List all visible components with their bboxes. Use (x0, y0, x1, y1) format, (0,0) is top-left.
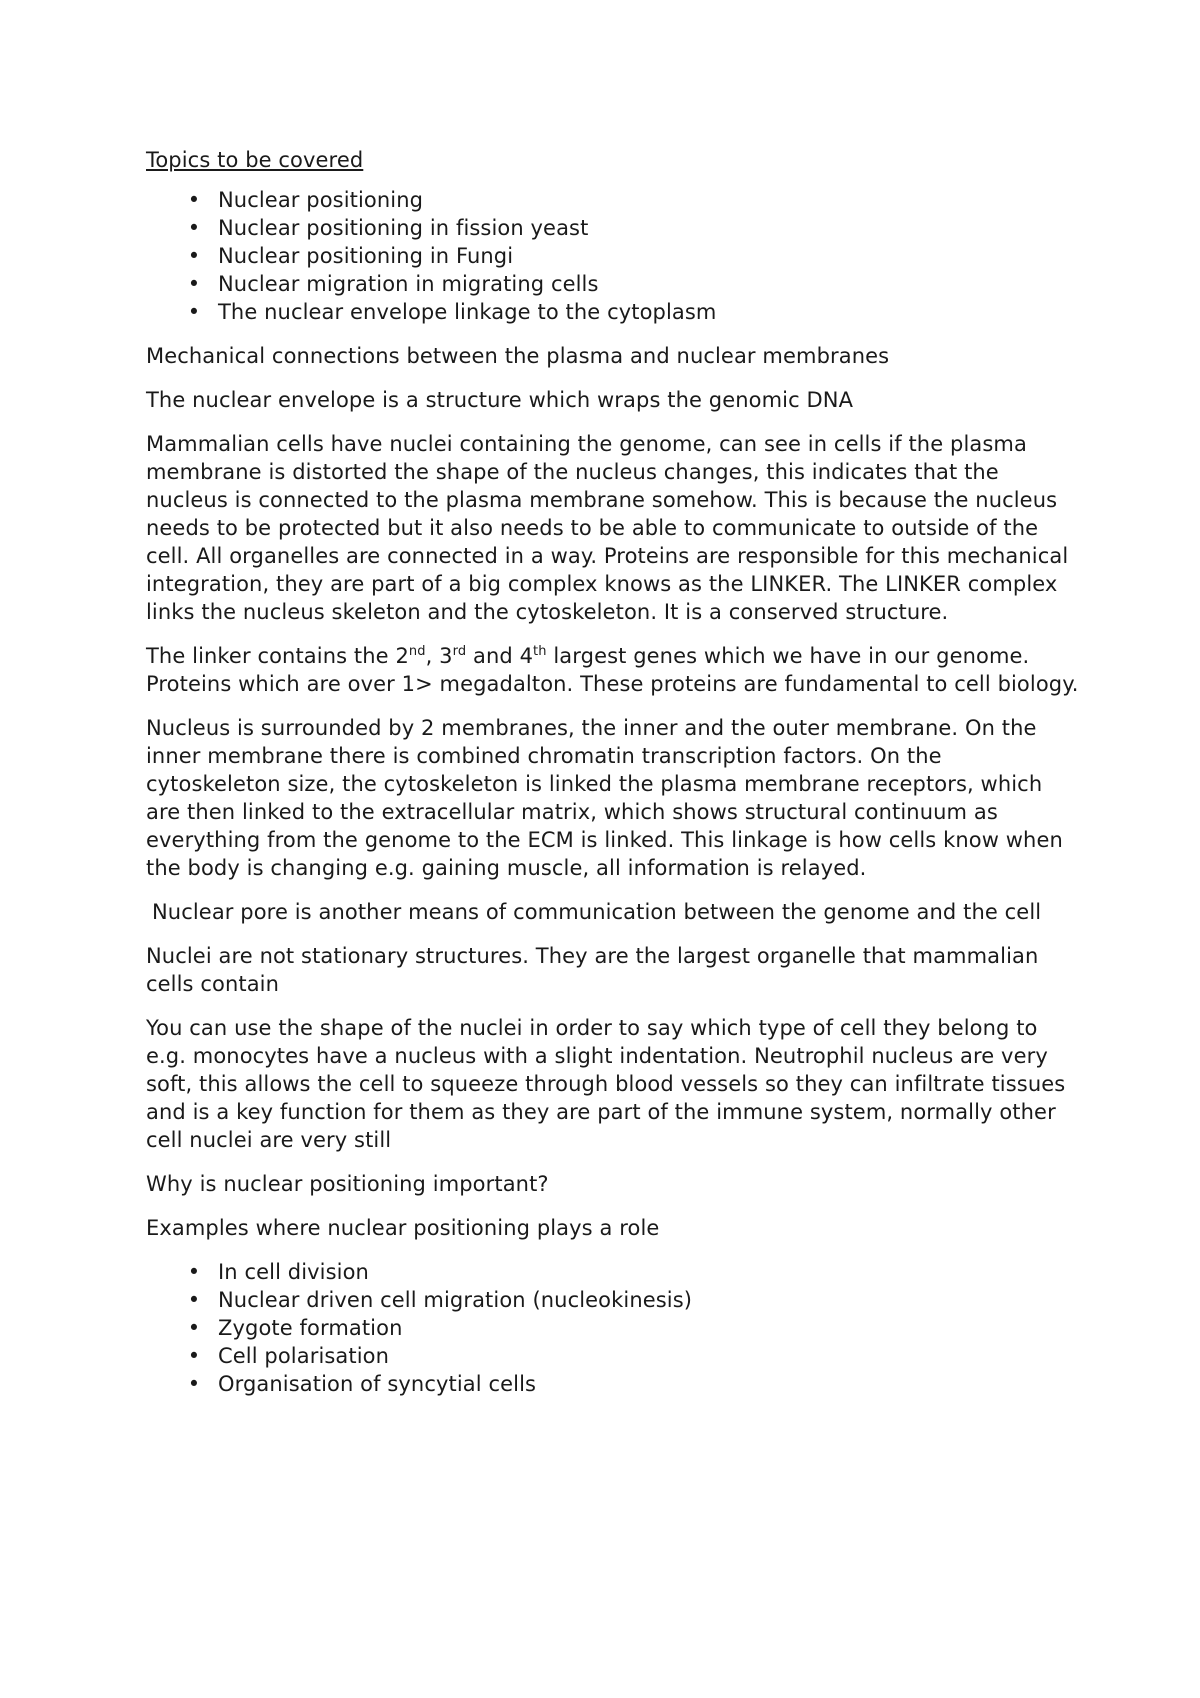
ordinal-superscript: rd (452, 644, 467, 659)
bullet-icon: • (187, 1260, 201, 1284)
list-item (146, 186, 1080, 214)
list-item (146, 214, 1080, 242)
bullet-icon: • (187, 300, 201, 324)
list-item-text: Nuclear positioning in fission yeast (218, 216, 589, 240)
paragraph-mammalian-cells: Mammalian cells have nuclei containing the genome, can see in cells if the plasma membrane is distorted the shape of the nucleus changes, this indicates that the nucleus is connected to the plasma membrane somehow. This is because the nucleus needs to be protected but it also needs to be able to communicate to outside of the cell. All organelles are connected in a way. Proteins are responsible for this mechanical integration, they are part of a big complex knows as the LINKER. The LINKER complex links the nucleus skeleton and the cytoskeleton. It is a conserved structure. (146, 432, 1069, 624)
ordinal-superscript: th (533, 644, 547, 659)
list-item-text: Nuclear positioning in Fungi (218, 244, 514, 268)
list-item (146, 1314, 1080, 1342)
list-item-text: Nuclear driven cell migration (nucleokinesis) (218, 1288, 693, 1312)
bullet-icon: • (187, 216, 201, 240)
paragraph-examples-intro: Examples where nuclear positioning plays a role (146, 1216, 660, 1240)
list-item-text: Zygote formation (218, 1316, 403, 1340)
paragraph-nuclei-not-stationary: Nuclei are not stationary structures. They are the largest organelle that mammalian cells contain (146, 944, 1039, 996)
list-item-text: In cell division (218, 1260, 369, 1284)
list-item-text: Nuclear positioning (218, 188, 424, 212)
bullet-icon: • (187, 1372, 201, 1396)
topics-list (146, 186, 1080, 326)
list-item (146, 1258, 1080, 1286)
list-item-text: The nuclear envelope linkage to the cytoplasm (218, 300, 717, 324)
list-item (146, 298, 1080, 326)
paragraph-mechanical-connections: Mechanical connections between the plasma and nuclear membranes (146, 344, 890, 368)
bullet-icon: • (187, 1316, 201, 1340)
linker-text-4: largest genes which we have in our genome. Proteins which are over 1> megadalton. These proteins are fundamental to cell biology. (146, 644, 1079, 696)
list-item (146, 242, 1080, 270)
list-item-text: Nuclear migration in migrating cells (218, 272, 599, 296)
linker-text-2: , 3 (425, 644, 453, 668)
list-item-text: Organisation of syncytial cells (218, 1372, 537, 1396)
list-item (146, 1370, 1080, 1398)
bullet-icon: • (187, 188, 201, 212)
paragraph-linker-genes (146, 642, 1080, 698)
ordinal-superscript: nd (408, 644, 426, 659)
paragraph-nuclear-envelope: The nuclear envelope is a structure which wraps the genomic DNA (146, 388, 854, 412)
topics-heading: Topics to be covered (146, 148, 364, 172)
paragraph-nuclei-shape: You can use the shape of the nuclei in order to say which type of cell they belong to e.g. monocytes have a nucleus with a slight indentation. Neutrophil nucleus are very soft, this allows the cell to squeeze through blood vessels so they can infiltrate tissues and is a key function for them as they are part of the immune system, normally other cell nuclei are very still (146, 1016, 1066, 1152)
paragraph-nuclear-pore: Nuclear pore is another means of communication between the genome and the cell (152, 900, 1042, 924)
paragraph-membranes: Nucleus is surrounded by 2 membranes, the inner and the outer membrane. On the inner membrane there is combined chromatin transcription factors. On the cytoskeleton size, the cytoskeleton is linked the plasma membrane receptors, which are then linked to the extracellular matrix, which shows structural continuum as everything from the genome to the ECM is linked. This linkage is how cells know when the body is changing e.g. gaining muscle, all information is relayed. (146, 716, 1063, 880)
bullet-icon: • (187, 1288, 201, 1312)
bullet-icon: • (187, 244, 201, 268)
examples-list (146, 1258, 1080, 1398)
bullet-icon: • (187, 272, 201, 296)
list-item-text: Cell polarisation (218, 1344, 390, 1368)
list-item (146, 1342, 1080, 1370)
linker-text-3: and 4 (466, 644, 534, 668)
list-item (146, 270, 1080, 298)
bullet-icon: • (187, 1344, 201, 1368)
paragraph-why-important: Why is nuclear positioning important? (146, 1172, 549, 1196)
list-item (146, 1286, 1080, 1314)
linker-text-1: The linker contains the 2 (146, 644, 409, 668)
